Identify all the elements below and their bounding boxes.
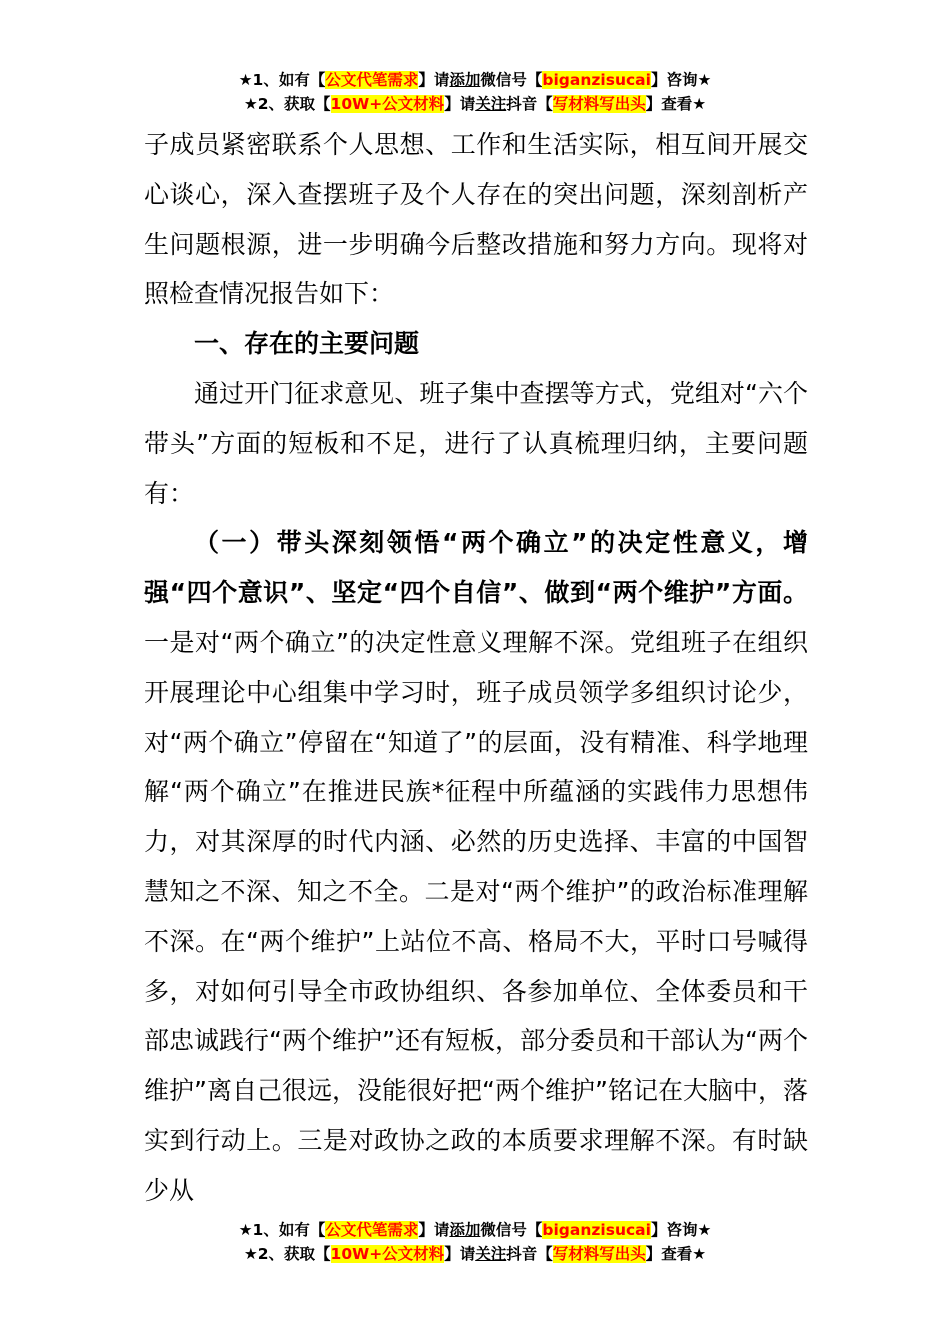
highlight-text: 公文代笔需求	[325, 71, 419, 89]
wechat-id: biganzisucai	[542, 71, 651, 89]
notice-line-2: ★2、获取【10W+公文材料】请关注抖音【写材料写出头】查看★	[243, 1245, 707, 1263]
header-notice-banner	[0, 68, 950, 116]
douyin-account: 写材料写出头	[552, 95, 646, 113]
document-body	[144, 120, 808, 1216]
notice-line-2: ★2、获取【10W+公文材料】请关注抖音【写材料写出头】查看★	[243, 95, 707, 113]
issue-heading: （一）带头深刻领悟“两个确立”的决定性意义，增强“四个意识”、坚定“四个自信”、做到“两个维护”方面。	[144, 528, 808, 608]
paragraph-summary: 通过开门征求意见、班子集中查摆等方式，党组对“六个带头”方面的短板和不足，进行了认真梳理归纳，主要问题有：	[144, 378, 808, 508]
wechat-id: biganzisucai	[542, 1221, 651, 1239]
footer-notice-banner	[0, 1218, 950, 1266]
notice-line-1: ★1、如有【公文代笔需求】请添加微信号【biganzisucai】咨询★	[238, 1221, 712, 1239]
section-heading: 一、存在的主要问题	[194, 329, 420, 359]
douyin-account: 写材料写出头	[552, 1245, 646, 1263]
highlight-text: 10W+公文材料	[330, 1245, 445, 1263]
issue-text: 一是对“两个确立”的决定性意义理解不深。党组班子在组织开展理论中心组集中学习时，班子成员领学多组织讨论少，对“两个确立”停留在“知道了”的层面，没有精准、科学地理解“两个确立”在推进民族*征程中所蕴涵的实践伟力思想伟力，对其深厚的时代内涵、必然的历史选择、丰富的中国智慧知之不深、知之不全。二是对“两个维护”的政治标准理解不深。在“两个维护”上站位不高、格局不大，平时口号喊得多，对如何引导全市政协组织、各参加单位、全体委员和干部忠诚践行“两个维护”还有短板，部分委员和干部认为“两个维护”离自己很远，没能很好把“两个维护”铭记在大脑中，落实到行动上。三是对政协之政的本质要求理解不深。有时缺少从	[144, 627, 808, 1205]
notice-line-1: ★1、如有【公文代笔需求】请添加微信号【biganzisucai】咨询★	[238, 71, 712, 89]
paragraph-issue-1	[144, 518, 808, 1215]
highlight-text: 公文代笔需求	[325, 1221, 419, 1239]
paragraph-intro: 子成员紧密联系个人思想、工作和生活实际，相互间开展交心谈心，深入查摆班子及个人存在的突出问题，深刻剖析产生问题根源，进一步明确今后整改措施和努力方向。现将对照检查情况报告如下：	[144, 130, 808, 309]
highlight-text: 10W+公文材料	[330, 95, 445, 113]
